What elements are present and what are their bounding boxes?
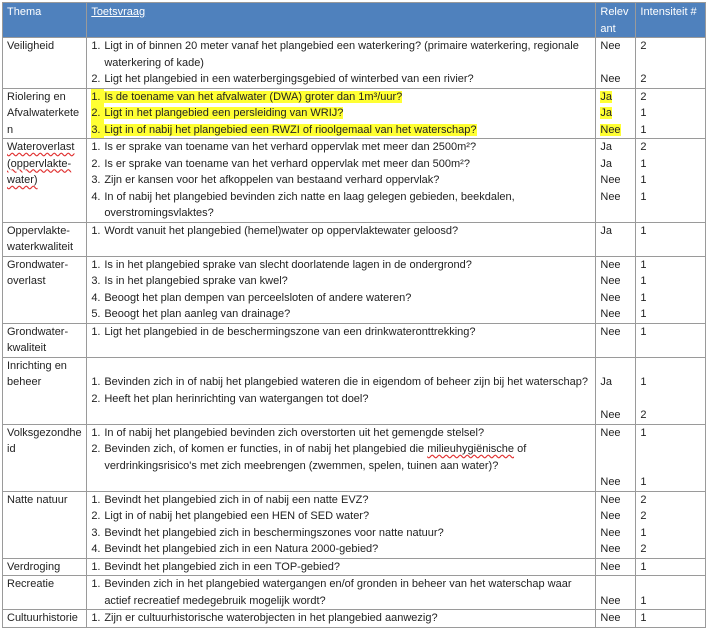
row-natte-natuur [3, 491, 706, 558]
row-recreatie [3, 576, 706, 610]
intensiteit-cell: 1 [636, 222, 706, 256]
intensiteit-cell: 1 1 [636, 424, 706, 491]
question-cell [87, 222, 596, 256]
intensiteit-cell: 2 1 1 1 [636, 139, 706, 223]
question-cell [87, 357, 596, 424]
question-line: 4. Bevindt het plangebied zich in een Natura 2000-gebied? [91, 543, 379, 555]
row-veiligheid [3, 38, 706, 89]
intensiteit-cell: 1 [636, 558, 706, 576]
row-wateroverlast [3, 139, 706, 223]
relevant-cell: Nee [596, 558, 636, 576]
question-line: 1. Bevindt het plangebied zich in een TOP-gebied? [91, 560, 340, 573]
question-line: 1. Ligt het plangebied in de beschermingszone van een drinkwateronttrekking? [91, 325, 476, 338]
row-inrichting-beheer [3, 357, 706, 424]
row-riolering [3, 88, 706, 139]
question-cell [87, 558, 596, 576]
row-verdroging [3, 558, 706, 576]
intensiteit-cell: 1 [636, 576, 706, 610]
question-line: 1. Is in het plangebied sprake van slecht doorlatende lagen in de ondergrond? [91, 258, 472, 271]
row-cultuurhistorie [3, 610, 706, 628]
thema-cell: Natte natuur [3, 491, 87, 558]
question-line: 3. Ligt in of nabij het plangebied een RWZI of rioolgemaal van het waterschap? [91, 122, 591, 139]
question-line: 1. Bevindt het plangebied zich in of nabij een natte EVZ? [91, 493, 369, 506]
relevant-cell: Ja [596, 222, 636, 256]
header-toetsvraag: Toetsvraag [87, 3, 596, 38]
question-cell [87, 610, 596, 628]
thema-cell: Cultuurhistorie [3, 610, 87, 628]
question-line: 4. Beoogt het plan dempen van perceelsloten of andere wateren? [91, 291, 412, 304]
thema-cell: Grondwater-overlast [3, 256, 87, 323]
question-line: 1. Zijn er cultuurhistorische waterobjecten in het plangebied aanwezig? [91, 612, 438, 624]
question-cell [87, 88, 596, 139]
row-oppervlaktewaterkwaliteit [3, 222, 706, 256]
question-cell [87, 424, 596, 491]
question-line: 1. In of nabij het plangebied bevinden zich overstorten uit het gemengde stelsel? [91, 426, 485, 439]
intensiteit-cell: 1 1 1 1 [636, 256, 706, 323]
thema-cell: Wateroverlast (oppervlakte-water) [3, 139, 87, 223]
thema-cell: Oppervlakte-waterkwaliteit [3, 222, 87, 256]
question-line: 2. Ligt het plangebied in een waterbergingsgebied of winterbed van een rivier? [91, 73, 474, 85]
intensiteit-cell: 1 [636, 610, 706, 628]
row-volksgezondheid [3, 424, 706, 491]
question-line: 1. Wordt vanuit het plangebied (hemel)water op oppervlaktewater geloosd? [91, 224, 459, 237]
intensiteit-cell: 1 2 [636, 357, 706, 424]
relevant-cell: Nee Nee [596, 38, 636, 89]
question-line: 1. Bevinden zich in het plangebied watergangen en/of gronden in beheer van het waterschap waar actief recreatief medegebruik mogelijk wordt? [91, 578, 572, 607]
question-line: 2. Ligt in het plangebied een persleiding van WRIJ? [91, 105, 591, 122]
header-relevant: Relevant [596, 3, 636, 38]
relevant-cell: Ja Ja Nee Nee [596, 139, 636, 223]
question-line: 2. Bevinden zich, of komen er functies, in of nabij het plangebied die milieuhygiënische of verdrinkingsrisico's met zich meebrengen (zwemmen, spelen, tuinen aan water)? [91, 443, 527, 472]
thema-cell: Inrichting en beheer [3, 357, 87, 424]
header-intensiteit: Intensiteit # [636, 3, 706, 38]
thema-cell: Verdroging [3, 558, 87, 576]
question-line: 3. Bevindt het plangebied zich in beschermingszones voor natte natuur? [91, 526, 444, 539]
thema-cell: Grondwater-kwaliteit [3, 323, 87, 357]
row-grondwateroverlast [3, 256, 706, 323]
thema-cell: Recreatie [3, 576, 87, 610]
relevant-cell: Nee [596, 323, 636, 357]
intensiteit-cell: 2 2 1 2 [636, 491, 706, 558]
question-cell [87, 139, 596, 223]
header-thema: Thema [3, 3, 87, 38]
watertoets-table [2, 2, 706, 628]
intensiteit-cell: 2 2 [636, 38, 706, 89]
relevant-cell: Nee [596, 610, 636, 628]
question-line: 1. Ligt in of binnen 20 meter vanaf het plangebied een waterkering? (primaire waterkering, regionale waterkering of kade) [91, 40, 579, 69]
relevant-cell: Ja Ja Nee [596, 88, 636, 139]
question-cell [87, 491, 596, 558]
question-cell [87, 576, 596, 610]
question-line: 3. Is in het plangebied sprake van kwel? [91, 275, 288, 287]
question-line: 2. Heeft het plan herinrichting van watergangen tot doel? [91, 392, 369, 405]
question-line: 2. Is er sprake van toename van het verhard oppervlak met meer dan 500m²? [91, 157, 470, 170]
intensiteit-cell: 2 1 1 [636, 88, 706, 139]
question-line: 1. Is de toename van het afvalwater (DWA) groter dan 1m³/uur? [91, 89, 591, 106]
relevant-cell: Nee Nee [596, 424, 636, 491]
thema-cell: Veiligheid [3, 38, 87, 89]
intensiteit-cell: 1 [636, 323, 706, 357]
header-row [3, 3, 706, 38]
question-line: 4. In of nabij het plangebied bevinden zich natte en laag gelegen gebieden, beekdalen, overstromingsvlaktes? [91, 190, 515, 219]
question-cell [87, 38, 596, 89]
question-cell [87, 256, 596, 323]
relevant-cell: Nee [596, 576, 636, 610]
question-cell [87, 323, 596, 357]
row-grondwaterkwaliteit [3, 323, 706, 357]
relevant-cell: Nee Nee Nee Nee [596, 256, 636, 323]
question-line: 1. Is er sprake van toename van het verhard oppervlak met meer dan 2500m²? [91, 141, 477, 153]
question-line: 2. Ligt in of nabij het plangebied een HEN of SED water? [91, 510, 370, 522]
thema-cell: Volksgezondheid [3, 424, 87, 491]
relevant-cell: Nee Nee Nee Nee [596, 491, 636, 558]
thema-cell: Riolering en Afvalwaterketen [3, 88, 87, 139]
question-line: 5. Beoogt het plan aanleg van drainage? [91, 308, 291, 320]
relevant-cell: Ja Nee [596, 357, 636, 424]
question-line: 3. Zijn er kansen voor het afkoppelen van bestaand verhard oppervlak? [91, 174, 440, 186]
question-line: 1. Bevinden zich in of nabij het plangebied wateren die in eigendom of beheer zijn bij het waterschap? [91, 376, 589, 388]
